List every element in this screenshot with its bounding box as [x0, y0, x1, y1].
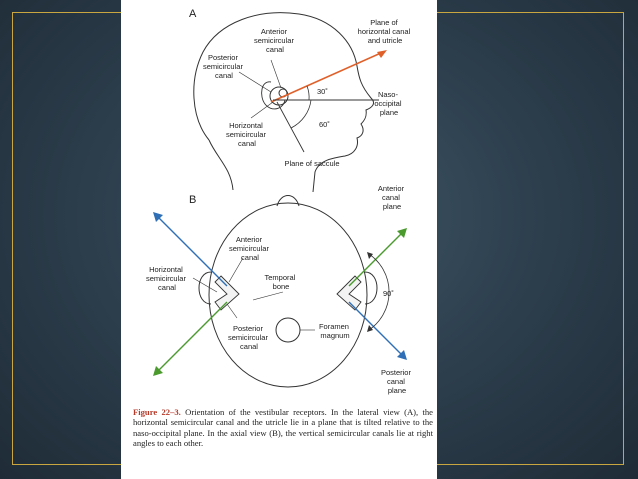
- label-horizontal-a: Horizontal semicircular canal: [225, 121, 266, 148]
- label-posterior-b: Posterior semicircular canal: [227, 324, 268, 351]
- label-plane-horizontal: Plane of horizontal canal and utricle: [357, 18, 411, 45]
- label-saccule: Plane of saccule: [284, 159, 340, 168]
- label-posterior-a: Posterior semicircular canal: [202, 53, 243, 80]
- orange-arrowhead: [377, 50, 387, 58]
- label-naso-occipital: Naso- occipital plane: [374, 90, 402, 117]
- neck-line: [209, 140, 233, 190]
- green-plane-line-right: [349, 232, 403, 286]
- foramen-magnum: [276, 318, 300, 342]
- label-posterior-plane: Posterior canal plane: [380, 368, 411, 395]
- leader-temporal-b: [253, 292, 283, 300]
- panel-a-label: A: [189, 8, 197, 20]
- label-angle-90: 90˚: [383, 289, 394, 298]
- leader-horizontal-b: [193, 278, 217, 292]
- figure-caption: [133, 407, 433, 448]
- label-anterior-plane: Anterior canal plane: [377, 184, 405, 211]
- leader-anterior-a: [271, 60, 281, 88]
- left-temporal-bone: [215, 276, 239, 310]
- leader-posterior-b: [227, 304, 237, 318]
- label-anterior-a: Anterior semicircular canal: [253, 27, 294, 54]
- blue-plane-line-right: [349, 302, 403, 356]
- figure-number: Figure 22–3.: [133, 407, 181, 417]
- angle-arc-60: [291, 100, 311, 128]
- caption-text: Orientation of the vestibular receptors. In the lateral view (A), the horizontal semicircular canal and the utricle lie in a plane that is tilted relative to the naso-occipital plane. In the axial view (B), the vertical semicircular canals lie at right angles to each other.: [133, 407, 433, 448]
- figure-page: [121, 0, 437, 479]
- green-plane-line-left: [157, 302, 227, 372]
- label-anterior-b: Anterior semicircular canal: [228, 235, 269, 262]
- nose-outline: [277, 196, 299, 207]
- label-angle-30: 30˚: [317, 87, 328, 96]
- label-angle-60: 60˚: [319, 120, 330, 129]
- leader-horizontal-a: [251, 102, 273, 118]
- label-horizontal-b: Horizontal semicircular canal: [145, 265, 186, 292]
- angle-arc-30: [307, 86, 309, 100]
- saccule-plane-line: [277, 102, 304, 152]
- label-temporal-bone: Temporal bone: [264, 273, 296, 291]
- right-temporal-bone: [337, 276, 361, 310]
- panel-b-label: B: [189, 194, 197, 206]
- label-foramen-magnum: Foramen magnum: [318, 322, 350, 340]
- arc-arrowhead-top: [367, 252, 373, 259]
